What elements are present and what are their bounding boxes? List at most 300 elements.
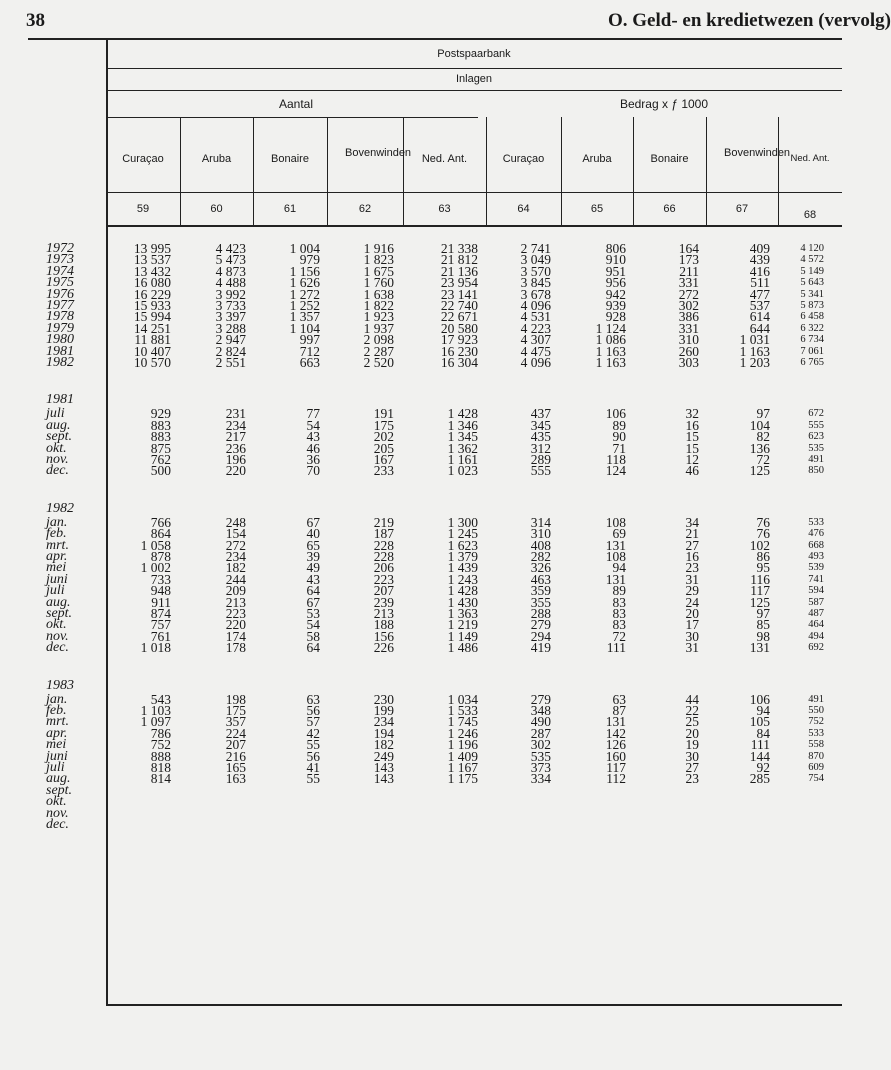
table-cell: 83: [612, 617, 626, 633]
table-cell: 24: [685, 594, 699, 610]
table-cell: 4 307: [520, 332, 551, 348]
row-label: 1982: [46, 355, 74, 370]
column-number: 60: [210, 203, 223, 215]
table-cell: 644: [749, 320, 770, 336]
table-cell: 23 141: [440, 286, 478, 302]
table-cell: 1 439: [447, 560, 478, 576]
table-cell: 173: [678, 252, 699, 268]
table-cell: 733: [150, 571, 171, 587]
table-cell: 65: [306, 537, 320, 553]
table-cell: 757: [150, 617, 171, 633]
table-cell: 41: [306, 760, 320, 775]
row-label: okt.: [46, 440, 67, 456]
table-cell: 303: [678, 355, 699, 370]
table-cell: 761: [150, 628, 171, 644]
table-cell: 5 149: [800, 265, 824, 277]
row-label: apr.: [46, 725, 68, 741]
table-cell: 31: [685, 640, 699, 656]
table-cell: 334: [530, 771, 551, 787]
row-label: juli: [46, 406, 65, 422]
table-cell: 1 002: [140, 560, 171, 576]
table-cell: 249: [373, 748, 394, 764]
table-cell: 30: [685, 628, 699, 644]
table-cell: 32: [685, 406, 699, 422]
table-cell: 477: [749, 286, 770, 302]
table-cell: 663: [299, 355, 320, 370]
table-cell: 76: [756, 514, 770, 530]
table-cell: 956: [605, 275, 626, 291]
table-cell: 491: [808, 693, 824, 705]
table-cell: 19: [685, 737, 699, 753]
row-label: apr.: [46, 549, 68, 564]
table-cell: 206: [373, 560, 394, 576]
table-cell: 143: [373, 771, 394, 787]
table-cell: 537: [749, 298, 770, 313]
table-cell: 112: [606, 771, 626, 787]
row-label: jan.: [46, 691, 68, 707]
table-cell: 928: [605, 309, 626, 325]
table-cell: 54: [306, 417, 320, 433]
table-cell: 3 992: [215, 286, 246, 302]
table-cell: 21 338: [440, 241, 478, 256]
table-cell: 136: [749, 440, 770, 456]
row-label: feb.: [46, 703, 67, 718]
table-cell: 1 124: [595, 320, 626, 336]
table-cell: 911: [151, 594, 171, 610]
table-cell: 226: [373, 640, 394, 656]
column-number: 64: [517, 203, 530, 215]
table-cell: 69: [612, 526, 626, 542]
table-cell: 1 243: [447, 571, 478, 587]
table-cell: 42: [306, 725, 320, 741]
table-cell: 883: [150, 417, 171, 433]
table-cell: 2 551: [215, 355, 246, 370]
table-cell: 1 379: [447, 549, 478, 564]
table-cell: 102: [749, 537, 770, 553]
table-cell: 89: [612, 583, 626, 599]
table-cell: 21: [685, 526, 699, 542]
table-cell: 511: [750, 275, 770, 291]
table-cell: 864: [150, 526, 171, 542]
header-bedrag: Bedrag x ƒ 1000: [619, 97, 709, 111]
table-cell: 416: [749, 263, 770, 279]
table-cell: 355: [530, 594, 551, 610]
table-cell: 234: [225, 549, 246, 564]
table-cell: 692: [808, 642, 824, 654]
table-cell: 5 341: [800, 288, 824, 300]
table-cell: 3 397: [215, 309, 246, 325]
table-cell: 1 246: [447, 725, 478, 741]
table-cell: 160: [605, 748, 626, 764]
table-cell: 56: [306, 703, 320, 718]
table-cell: 3 570: [520, 263, 551, 279]
table-cell: 40: [306, 526, 320, 542]
table-cell: 5 643: [800, 277, 824, 289]
table-cell: 491: [808, 454, 824, 465]
column-number: 65: [590, 203, 604, 215]
table-cell: 1 357: [289, 309, 320, 325]
row-label: juni: [46, 571, 68, 587]
table-cell: 4 572: [800, 254, 824, 266]
table-cell: 2 824: [215, 343, 246, 359]
table-cell: 289: [530, 452, 551, 467]
table-cell: 142: [605, 725, 626, 741]
table-cell: 2 098: [363, 332, 394, 348]
table-cell: 67: [306, 514, 320, 530]
table-cell: 224: [225, 725, 246, 741]
table-cell: 1 638: [363, 286, 394, 302]
table-cell: 752: [150, 737, 171, 753]
table-cell: 22: [685, 703, 699, 718]
table-cell: 83: [612, 594, 626, 610]
table-cell: 72: [612, 628, 626, 644]
table-cell: 348: [530, 703, 551, 718]
table-cell: 1 626: [289, 275, 320, 291]
table-cell: 20: [685, 725, 699, 741]
row-label: nov.: [46, 805, 69, 821]
table-cell: 117: [750, 583, 770, 599]
table-cell: 196: [225, 452, 246, 467]
table-cell: 1 004: [289, 241, 320, 256]
table-cell: 27: [685, 537, 699, 553]
table-cell: 58: [306, 628, 320, 644]
header-bottom-rule: [106, 225, 842, 227]
header-postspaarbank: Postspaarbank: [437, 48, 511, 60]
table-cell: 209: [225, 583, 246, 599]
table-cell: 1 245: [447, 526, 478, 542]
table-cell: 463: [530, 571, 551, 587]
table-cell: 6 765: [800, 357, 824, 368]
row-label: mrt.: [46, 714, 69, 730]
table-cell: 1 760: [363, 275, 394, 291]
table-cell: 16: [685, 549, 699, 564]
row-label: jan.: [46, 514, 68, 530]
table-cell: 272: [678, 286, 699, 302]
table-cell: 106: [749, 691, 770, 707]
table-cell: 213: [373, 606, 394, 621]
horizontal-rule: [106, 90, 842, 91]
table-cell: 762: [150, 452, 171, 467]
table-cell: 125: [749, 463, 770, 479]
table-cell: 1 363: [447, 606, 478, 621]
table-cell: 786: [150, 725, 171, 741]
table-cell: 207: [225, 737, 246, 753]
table-cell: 1 428: [447, 583, 478, 599]
col-header-aruba-aantal: Aruba: [201, 153, 232, 165]
table-cell: 53: [306, 606, 320, 621]
table-cell: 1 034: [447, 691, 478, 707]
table-cell: 217: [225, 429, 246, 445]
table-cell: 202: [373, 429, 394, 445]
row-label: mei: [46, 560, 67, 576]
table-cell: 1 031: [739, 332, 770, 348]
table-cell: 741: [808, 573, 824, 585]
table-cell: 15: [685, 440, 699, 456]
table-cell: 104: [749, 417, 770, 433]
table-cell: 131: [605, 537, 626, 553]
table-cell: 888: [150, 748, 171, 764]
table-cell: 117: [606, 760, 626, 775]
table-cell: 11 881: [134, 332, 171, 348]
table-cell: 231: [225, 406, 246, 422]
table-cell: 1 104: [289, 320, 320, 336]
col-header-bonaire-aantal: Bonaire: [271, 153, 309, 165]
table-cell: 437: [530, 406, 551, 422]
table-cell: 248: [225, 514, 246, 530]
table-cell: 752: [808, 716, 824, 728]
table-cell: 1 156: [289, 263, 320, 279]
table-cell: 1 675: [363, 263, 394, 279]
table-cell: 83: [612, 606, 626, 621]
table-cell: 279: [530, 617, 551, 633]
table-cell: 4 096: [520, 355, 551, 370]
table-cell: 10 570: [133, 355, 171, 370]
table-cell: 814: [150, 771, 171, 787]
table-cell: 1 409: [447, 748, 478, 764]
row-label: sept.: [46, 782, 73, 798]
table-cell: 36: [306, 452, 320, 467]
table-cell: 1 533: [447, 703, 478, 718]
row-label: okt.: [46, 794, 67, 810]
table-cell: 71: [612, 440, 626, 456]
table-cell: 125: [749, 594, 770, 610]
table-cell: 55: [306, 771, 320, 787]
table-cell: 46: [685, 463, 699, 479]
table-cell: 1 346: [447, 417, 478, 433]
table-cell: 118: [606, 452, 626, 467]
table-cell: 111: [606, 640, 626, 656]
table-cell: 156: [373, 628, 394, 644]
row-label: 1978: [46, 309, 74, 325]
table-cell: 98: [756, 628, 770, 644]
row-label: 1976: [46, 286, 74, 302]
table-cell: 31: [685, 571, 699, 587]
table-cell: 174: [225, 628, 246, 644]
row-label: mrt.: [46, 537, 69, 553]
table-cell: 614: [749, 309, 770, 325]
row-label: 1977: [46, 298, 74, 313]
table-cell: 1 058: [140, 537, 171, 553]
table-cell: 16 230: [440, 343, 478, 359]
table-cell: 1 018: [140, 640, 171, 656]
table-cell: 143: [373, 760, 394, 775]
table-cell: 14 251: [133, 320, 171, 336]
table-cell: 3 288: [215, 320, 246, 336]
table-cell: 43: [306, 571, 320, 587]
table-cell: 6 734: [800, 334, 824, 346]
page-number: 38: [26, 10, 45, 31]
table-cell: 3 845: [520, 275, 551, 291]
table-cell: 239: [373, 594, 394, 610]
table-cell: 46: [306, 440, 320, 456]
col-header-curacao-bedrag: Curaçao: [502, 153, 545, 165]
table-cell: 1 745: [447, 714, 478, 730]
table-cell: 997: [299, 332, 320, 348]
table-cell: 543: [150, 691, 171, 707]
table-cell: 223: [225, 606, 246, 621]
col-header-ned-ant-bedrag: Ned. Ant.: [790, 153, 830, 164]
table-cell: 1 149: [447, 628, 478, 644]
table-cell: 1 823: [363, 252, 394, 268]
table-cell: 199: [373, 703, 394, 718]
table-cell: 23 954: [440, 275, 478, 291]
table-cell: 2 947: [215, 332, 246, 348]
row-label: 1979: [46, 320, 74, 336]
table-cell: 86: [756, 549, 770, 564]
table-cell: 1 163: [595, 355, 626, 370]
table-cell: 4 873: [215, 263, 246, 279]
table-cell: 4 120: [800, 243, 824, 254]
table-cell: 43: [306, 429, 320, 445]
row-label: juni: [46, 748, 68, 764]
table-cell: 1 219: [447, 617, 478, 633]
table-cell: 84: [756, 725, 770, 741]
table-cell: 285: [749, 771, 770, 787]
table-cell: 188: [373, 617, 394, 633]
row-label: dec.: [46, 463, 69, 479]
table-cell: 34: [685, 514, 699, 530]
table-cell: 359: [530, 583, 551, 599]
table-cell: 116: [750, 571, 770, 587]
row-label: sept.: [46, 606, 73, 621]
table-cell: 6 458: [800, 311, 824, 323]
table-cell: 435: [530, 429, 551, 445]
table-cell: 754: [808, 773, 824, 785]
table-cell: 20: [685, 606, 699, 621]
table-cell: 500: [150, 463, 171, 479]
table-cell: 1 163: [739, 343, 770, 359]
table-cell: 154: [225, 526, 246, 542]
table-cell: 198: [225, 691, 246, 707]
table-cell: 1 097: [140, 714, 171, 730]
row-label: aug.: [46, 594, 71, 610]
table-cell: 1 161: [447, 452, 478, 467]
table-cell: 94: [612, 560, 626, 576]
table-cell: 182: [225, 560, 246, 576]
table-cell: 234: [225, 417, 246, 433]
table-cell: 1 345: [447, 429, 478, 445]
header-aantal: Aantal: [278, 97, 314, 111]
row-label: 1982: [46, 500, 74, 516]
table-cell: 4 531: [520, 309, 551, 325]
table-cell: 205: [373, 440, 394, 456]
table-cell: 1 196: [447, 737, 478, 753]
row-label: 1973: [46, 252, 74, 268]
table-cell: 555: [808, 419, 824, 431]
row-label: sept.: [46, 429, 73, 445]
table-cell: 22 671: [440, 309, 478, 325]
table-cell: 668: [808, 539, 824, 551]
table-cell: 23: [685, 771, 699, 787]
column-number: 61: [283, 203, 297, 215]
table-cell: 4 475: [520, 343, 551, 359]
table-cell: 95: [756, 560, 770, 576]
table-cell: 108: [605, 549, 626, 564]
table-cell: 194: [373, 725, 394, 741]
section-title: O. Geld- en kredietwezen (vervolg): [608, 10, 891, 31]
row-label: 1981: [46, 392, 74, 408]
table-cell: 27: [685, 760, 699, 775]
row-label: nov.: [46, 452, 69, 467]
table-cell: 20 580: [440, 320, 478, 336]
table-cell: 535: [808, 442, 824, 454]
table-cell: 2 287: [363, 343, 394, 359]
table-cell: 17 923: [440, 332, 478, 348]
table-cell: 97: [756, 406, 770, 422]
table-cell: 234: [373, 714, 394, 730]
column-number: 68: [803, 209, 817, 221]
table-cell: 219: [373, 514, 394, 530]
table-cell: 16: [685, 417, 699, 433]
col-header-aruba-bedrag: Aruba: [582, 153, 612, 165]
row-label: 1975: [46, 275, 74, 291]
table-cell: 126: [605, 737, 626, 753]
table-cell: 979: [299, 252, 320, 268]
table-cell: 228: [373, 549, 394, 564]
table-cell: 870: [808, 750, 824, 762]
table-cell: 3 678: [520, 286, 551, 302]
table-cell: 4 096: [520, 298, 551, 313]
table-cell: 357: [225, 714, 246, 730]
table-cell: 111: [750, 737, 770, 753]
table-cell: 23: [685, 560, 699, 576]
table-cell: 244: [225, 571, 246, 587]
table-cell: 951: [605, 263, 626, 279]
table-cell: 1 916: [363, 241, 394, 256]
table-cell: 94: [756, 703, 770, 718]
table-cell: 13 995: [133, 241, 171, 256]
table-cell: 85: [756, 617, 770, 633]
table-cell: 1 362: [447, 440, 478, 456]
row-label: 1983: [46, 677, 74, 693]
table-cell: 288: [530, 606, 551, 621]
horizontal-rule: [106, 68, 842, 69]
table-cell: 175: [225, 703, 246, 718]
table-cell: 131: [605, 714, 626, 730]
table-cell: 15 994: [133, 309, 171, 325]
table-cell: 97: [756, 606, 770, 621]
table-cell: 228: [373, 537, 394, 553]
table-cell: 806: [605, 241, 626, 256]
row-label: 1980: [46, 332, 74, 348]
table-cell: 766: [150, 514, 171, 530]
horizontal-rule: [106, 192, 842, 193]
table-cell: 131: [605, 571, 626, 587]
table-cell: 439: [749, 252, 770, 268]
table-cell: 2 741: [520, 241, 551, 256]
table-cell: 1 937: [363, 320, 394, 336]
table-cell: 1 163: [595, 343, 626, 359]
table-cell: 331: [678, 275, 699, 291]
column-number: 62: [358, 203, 372, 215]
table-cell: 63: [306, 691, 320, 707]
table-cell: 82: [756, 429, 770, 445]
table-cell: 7 061: [800, 345, 824, 357]
table-cell: 22 740: [440, 298, 478, 313]
table-cell: 191: [373, 406, 394, 422]
row-label: dec.: [46, 817, 69, 832]
table-cell: 1 623: [447, 537, 478, 553]
table-cell: 493: [808, 551, 824, 562]
table-cell: 30: [685, 748, 699, 764]
table-cell: 17: [685, 617, 699, 633]
table-cell: 25: [685, 714, 699, 730]
table-cell: 54: [306, 617, 320, 633]
table-cell: 213: [225, 594, 246, 610]
table-cell: 939: [605, 298, 626, 313]
table-cell: 948: [150, 583, 171, 599]
column-number: 63: [438, 203, 451, 215]
